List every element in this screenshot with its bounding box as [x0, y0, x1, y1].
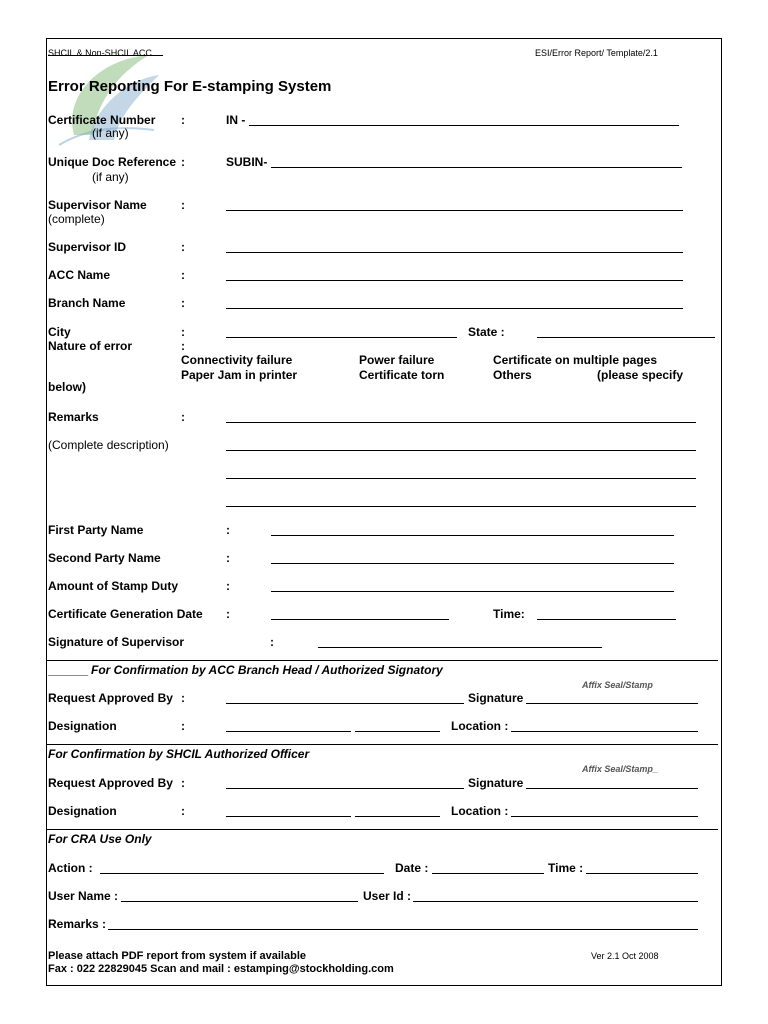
- second-party-name-field[interactable]: [271, 563, 674, 564]
- header-left: SHCIL & Non-SHCIL ACC: [48, 48, 152, 58]
- colon: :: [181, 268, 185, 282]
- colon: :: [270, 635, 274, 649]
- footer-contact: Fax : 022 22829045 Scan and mail : estamping@stockholding.com: [48, 963, 394, 975]
- acc-location-field[interactable]: [511, 731, 698, 732]
- certificate-number-prefix: IN -: [226, 113, 246, 127]
- cra-action-label: Action :: [48, 861, 93, 875]
- cra-section-heading: For CRA Use Only: [48, 832, 152, 846]
- acc-stamp-note: Affix Seal/Stamp: [582, 680, 653, 690]
- divider: [46, 744, 718, 745]
- branch-name-field[interactable]: [226, 308, 683, 309]
- acc-request-approved-field[interactable]: [226, 703, 464, 704]
- unique-doc-reference-prefix: SUBIN-: [226, 155, 268, 169]
- header-right: ESI/Error Report/ Template/2.1: [535, 48, 658, 58]
- remarks-line-3[interactable]: [226, 478, 696, 479]
- acc-designation-field[interactable]: [226, 731, 351, 732]
- state-label: State :: [468, 325, 505, 339]
- first-party-name-label: First Party Name: [48, 523, 144, 537]
- others-note-below: below): [48, 380, 86, 394]
- shcil-signature-field[interactable]: [526, 788, 698, 789]
- first-party-name-field[interactable]: [271, 535, 674, 536]
- unique-doc-reference-label: Unique Doc Reference: [48, 155, 177, 169]
- branch-name-label: Branch Name: [48, 296, 126, 310]
- certificate-number-label: Certificate Number: [48, 113, 156, 127]
- certificate-time-label: Time:: [493, 607, 525, 621]
- shcil-location-field[interactable]: [511, 816, 698, 817]
- cra-user-id-field[interactable]: [413, 901, 698, 902]
- stamp-duty-label: Amount of Stamp Duty: [48, 579, 178, 593]
- acc-heading-prefix: ______: [48, 663, 89, 677]
- shcil-section-heading: For Confirmation by SHCIL Authorized Officer: [48, 747, 310, 761]
- divider: [46, 660, 718, 661]
- colon: :: [181, 113, 185, 127]
- remarks-line-1[interactable]: [226, 422, 696, 423]
- error-option-power[interactable]: Power failure: [359, 353, 435, 367]
- cra-date-field[interactable]: [432, 873, 544, 874]
- cra-time-field[interactable]: [586, 873, 698, 874]
- shcil-request-approved-label: Request Approved By: [48, 776, 173, 790]
- shcil-request-approved-field[interactable]: [226, 788, 464, 789]
- state-field[interactable]: [537, 337, 715, 338]
- cra-date-label: Date :: [395, 861, 429, 875]
- remarks-label: Remarks: [48, 410, 99, 424]
- colon: :: [181, 691, 185, 705]
- shcil-designation-field[interactable]: [226, 816, 351, 817]
- certificate-number-field[interactable]: [249, 125, 679, 126]
- remarks-sub: (Complete description): [48, 438, 169, 452]
- city-field[interactable]: [226, 337, 457, 338]
- colon: :: [181, 155, 185, 169]
- certificate-date-label: Certificate Generation Date: [48, 607, 203, 621]
- acc-request-approved-label: Request Approved By: [48, 691, 173, 705]
- others-note: (please specify: [597, 368, 684, 382]
- city-label: City: [48, 325, 71, 339]
- acc-section-heading: For Confirmation by ACC Branch Head / Authorized Signatory: [91, 663, 443, 677]
- colon: :: [181, 804, 185, 818]
- colon: :: [181, 339, 185, 353]
- cra-user-name-field[interactable]: [121, 901, 358, 902]
- acc-signature-label: Signature: [468, 691, 524, 705]
- supervisor-name-field[interactable]: [226, 210, 683, 211]
- cra-user-id-label: User Id :: [363, 889, 412, 903]
- colon: :: [181, 198, 185, 212]
- certificate-number-sub: (if any): [92, 126, 129, 140]
- colon: :: [181, 719, 185, 733]
- acc-designation-field-2[interactable]: [355, 731, 440, 732]
- footer-version: Ver 2.1 Oct 2008: [591, 951, 659, 961]
- supervisor-signature-label: Signature of Supervisor: [48, 635, 185, 649]
- certificate-time-field[interactable]: [537, 619, 676, 620]
- remarks-line-4[interactable]: [226, 506, 696, 507]
- colon: :: [226, 523, 230, 537]
- error-option-multiple-pages[interactable]: Certificate on multiple pages: [493, 353, 658, 367]
- certificate-date-field[interactable]: [271, 619, 449, 620]
- colon: :: [181, 776, 185, 790]
- divider: [46, 829, 718, 830]
- supervisor-id-label: Supervisor ID: [48, 240, 127, 254]
- colon: :: [181, 240, 185, 254]
- error-option-connectivity[interactable]: Connectivity failure: [181, 353, 293, 367]
- nature-of-error-label: Nature of error: [48, 339, 133, 353]
- colon: :: [226, 551, 230, 565]
- error-option-others[interactable]: Others: [493, 368, 532, 382]
- cra-time-label: Time :: [548, 861, 584, 875]
- shcil-signature-label: Signature: [468, 776, 524, 790]
- error-option-certificate-torn[interactable]: Certificate torn: [359, 368, 445, 382]
- page-title: Error Reporting For E-stamping System: [48, 78, 332, 95]
- cra-user-name-label: User Name :: [48, 889, 119, 903]
- acc-name-label: ACC Name: [48, 268, 111, 282]
- supervisor-signature-field[interactable]: [318, 647, 602, 648]
- supervisor-name-label: Supervisor Name: [48, 198, 147, 212]
- supervisor-name-sub: (complete): [48, 212, 105, 226]
- acc-signature-field[interactable]: [526, 703, 698, 704]
- error-option-paper-jam[interactable]: Paper Jam in printer: [181, 368, 298, 382]
- colon: :: [226, 579, 230, 593]
- colon: :: [181, 296, 185, 310]
- colon: :: [181, 325, 185, 339]
- cra-action-field[interactable]: [100, 873, 384, 874]
- acc-designation-label: Designation: [48, 719, 117, 733]
- remarks-line-2[interactable]: [226, 450, 696, 451]
- shcil-location-label: Location :: [451, 804, 509, 818]
- colon: :: [181, 410, 185, 424]
- stamp-duty-field[interactable]: [271, 591, 674, 592]
- shcil-designation-label: Designation: [48, 804, 117, 818]
- cra-remarks-label: Remarks :: [48, 917, 107, 931]
- shcil-designation-field-2[interactable]: [355, 816, 440, 817]
- unique-doc-reference-sub: (if any): [92, 170, 129, 184]
- shcil-stamp-note: Affix Seal/Stamp_: [582, 764, 658, 774]
- supervisor-id-field[interactable]: [226, 252, 683, 253]
- acc-name-field[interactable]: [226, 280, 683, 281]
- footer-attach-note: Please attach PDF report from system if available: [48, 950, 306, 962]
- cra-remarks-field[interactable]: [108, 929, 698, 930]
- colon: :: [226, 607, 230, 621]
- second-party-name-label: Second Party Name: [48, 551, 161, 565]
- unique-doc-reference-field[interactable]: [271, 167, 682, 168]
- acc-location-label: Location :: [451, 719, 509, 733]
- header-strike: [48, 55, 163, 56]
